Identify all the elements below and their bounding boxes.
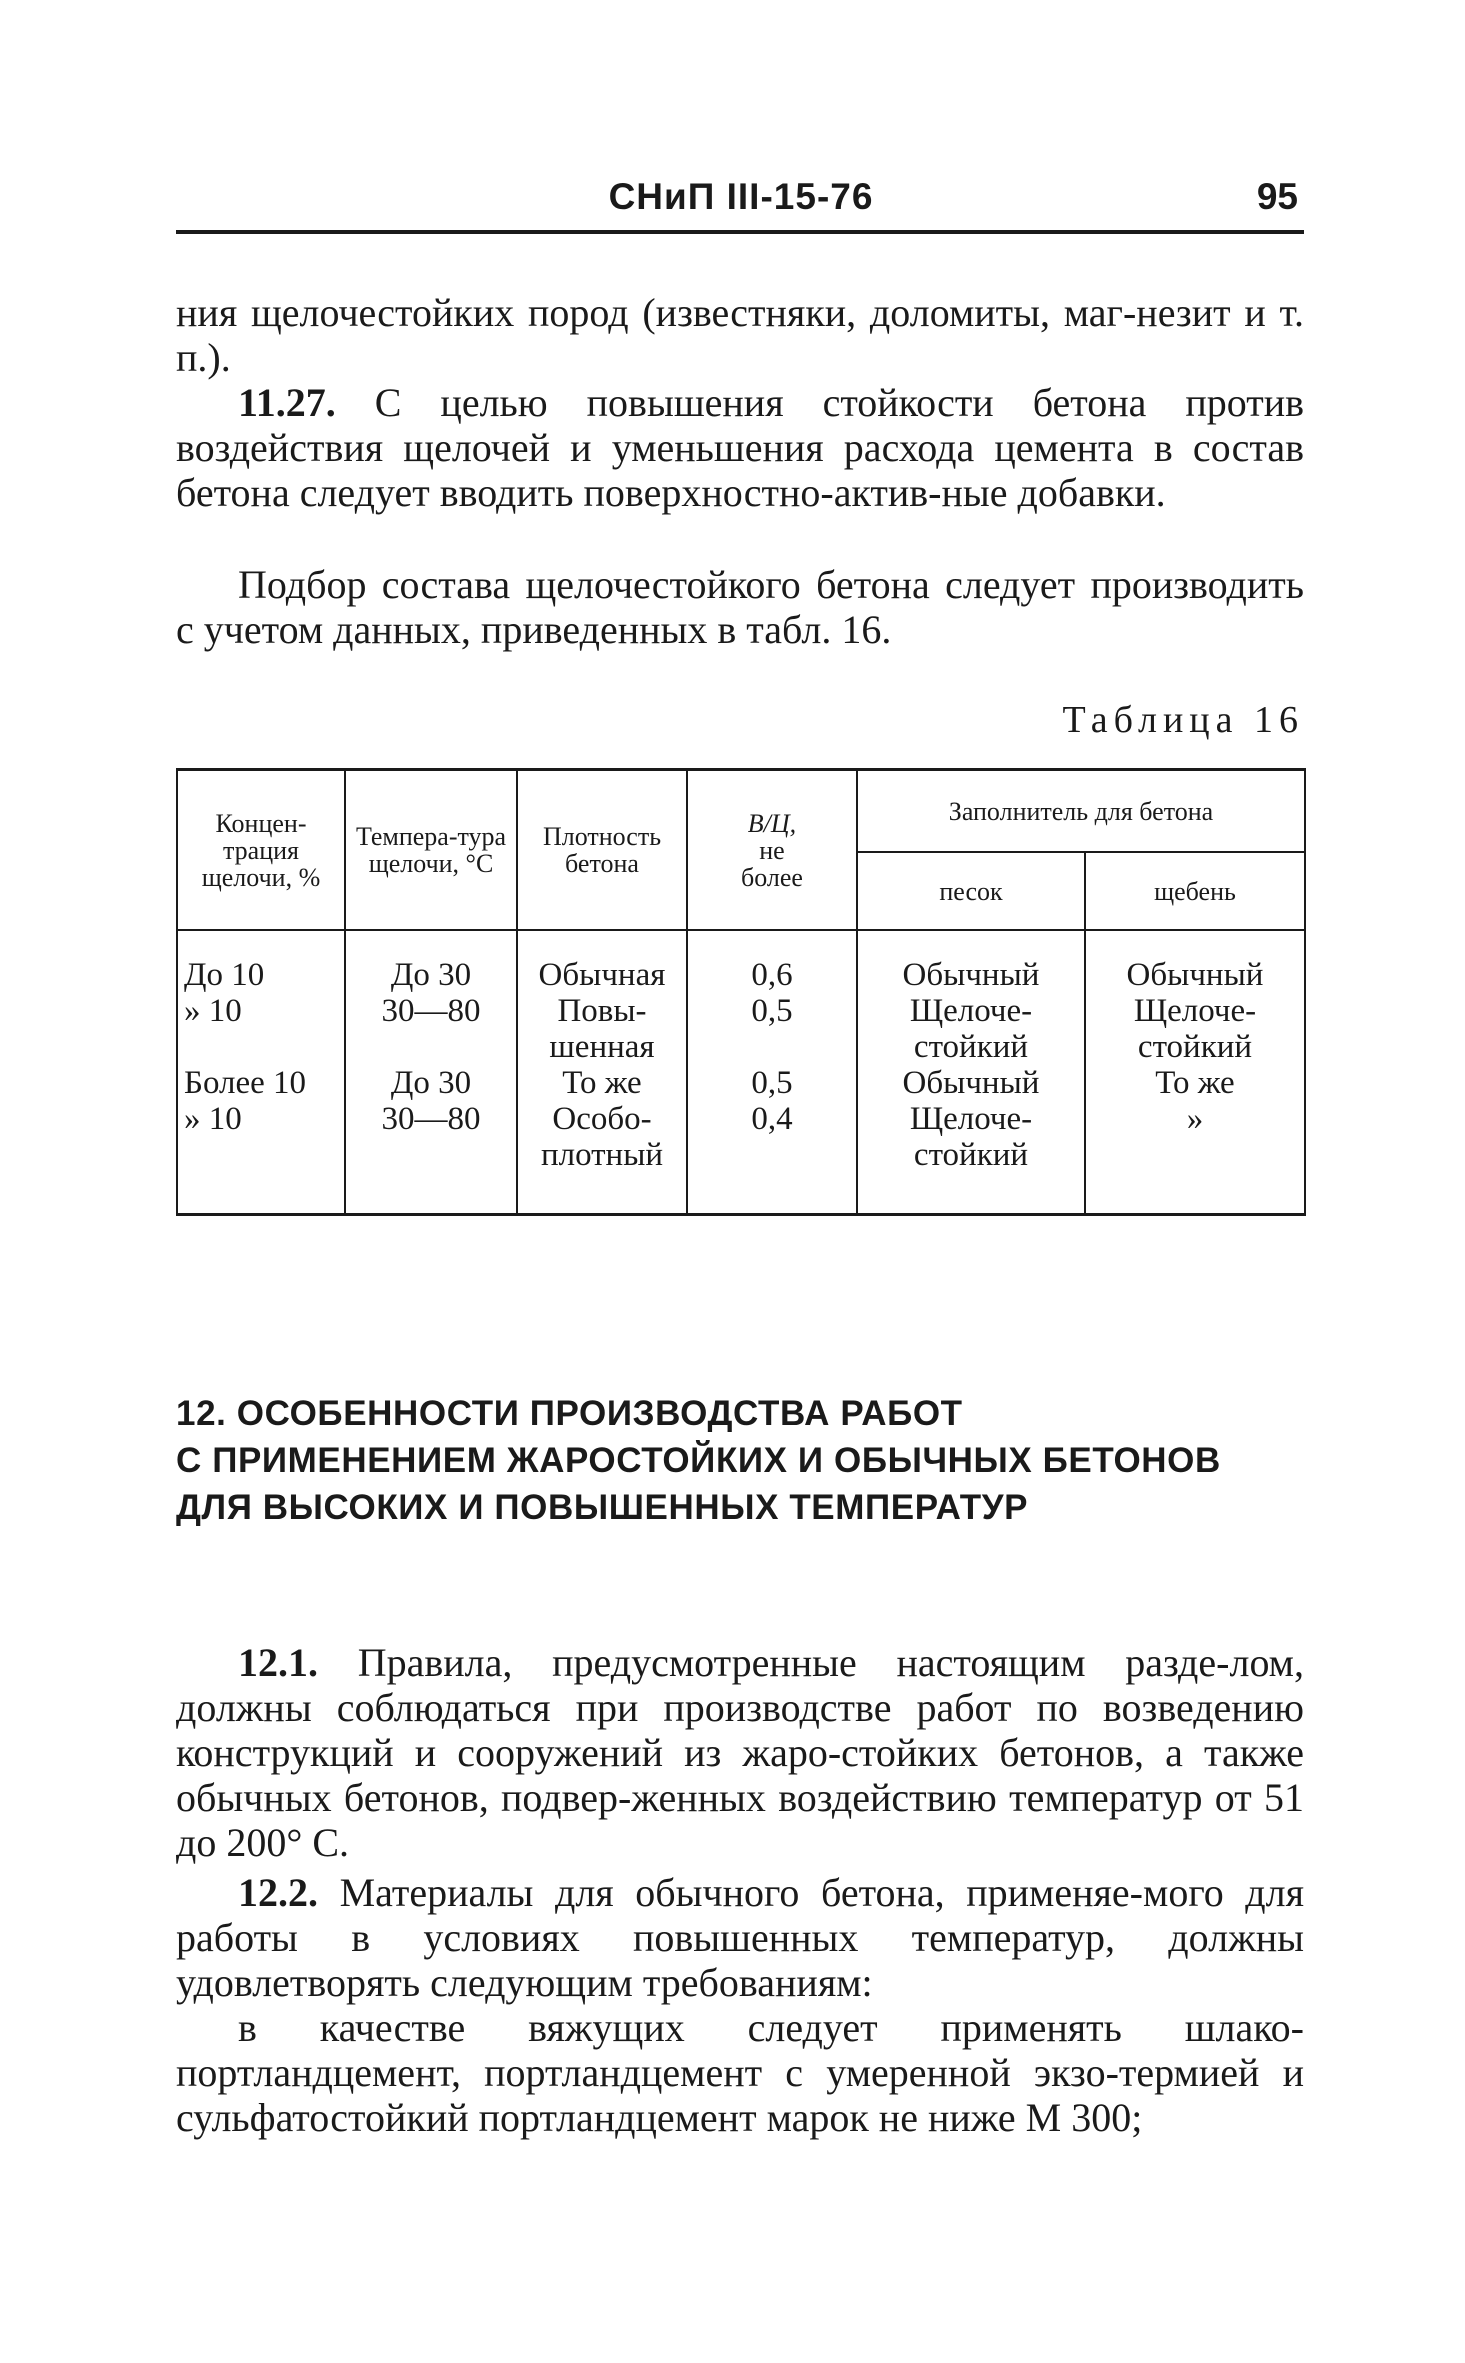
page-number: 95 [1256,176,1298,217]
header-wc-note: не более [741,835,803,892]
section-heading-line-2: С ПРИМЕНЕНИЕМ ЖАРОСТОЙКИХ И ОБЫЧНЫХ БЕТОНОВ [176,1441,1221,1480]
header-density: Плотность бетона [517,770,687,931]
paragraph-selection: Подбор состава щелочестойкого бетона следует производить с учетом данных, приведенных в табл. 16. [176,562,1304,652]
paragraph-11-27 [176,380,1304,515]
data-table [176,768,1306,1216]
header-rule [176,230,1304,234]
cell-concentration: До 10 » 10 Более 10 » 10 [177,930,345,1215]
table-caption: Таблица 16 [1062,699,1304,741]
section-heading [176,1390,1304,1531]
cell-gravel: Обычный Щелоче- стойкий То же » [1085,930,1305,1215]
clause-text: Правила, предусмотренные настоящим разде-лом, должны соблюдаться при производстве работ по возведению конструкций и сооружений из жаро-стойких бетонов, а также обычных бетонов, подвер-женных воздействию температур от 51 до 200° С. [176,1640,1304,1865]
cell-density: Обычная Повы- шенная То же Особо- плотный [517,930,687,1215]
header-concentration: Концен-трация щелочи, % [177,770,345,931]
clause-text: С целью повышения стойкости бетона против воздействия щелочей и уменьшения расхода цемента в состав бетона следует вводить поверхностно-актив-ные добавки. [176,380,1305,515]
running-head-title: СНиП III-15-76 [608,176,874,217]
paragraph-continuation: ния щелочестойких пород (известняки, доломиты, маг-незит и т. п.). [176,290,1304,380]
paragraph-binders: в качестве вяжущих следует применять шлако-портландцемент, портландцемент с умеренной экзо-термией и сульфатостойкий портландцемент марок не ниже М 300; [176,2005,1304,2140]
clause-number: 12.1. [238,1640,318,1685]
running-head [176,176,1306,234]
clause-text: Материалы для обычного бетона, применяе-мого для работы в условиях повышенных температур, должны удовлетворять следующим требованиям: [176,1870,1304,2005]
cell-sand: Обычный Щелоче- стойкий Обычный Щелоче- стойкий [857,930,1085,1215]
cell-wc-ratio: 0,6 0,5 0,5 0,4 [687,930,857,1215]
paragraph-12-1 [176,1640,1304,1865]
header-wc-symbol: В/Ц, [747,808,797,838]
header-sand: песок [857,852,1085,930]
header-temperature: Темпера-тура щелочи, °С [345,770,517,931]
clause-number: 11.27. [238,380,336,425]
clause-number: 12.2. [238,1870,318,1915]
header-gravel: щебень [1085,852,1305,930]
cell-temperature: До 30 30—80 До 30 30—80 [345,930,517,1215]
paragraph-12-2 [176,1870,1304,2005]
section-heading-line-1: 12. ОСОБЕННОСТИ ПРОИЗВОДСТВА РАБОТ [176,1394,963,1433]
header-wc-ratio [687,770,857,931]
section-heading-line-3: ДЛЯ ВЫСОКИХ И ПОВЫШЕННЫХ ТЕМПЕРАТУР [176,1488,1029,1527]
header-filler-group: Заполнитель для бетона [857,770,1305,853]
